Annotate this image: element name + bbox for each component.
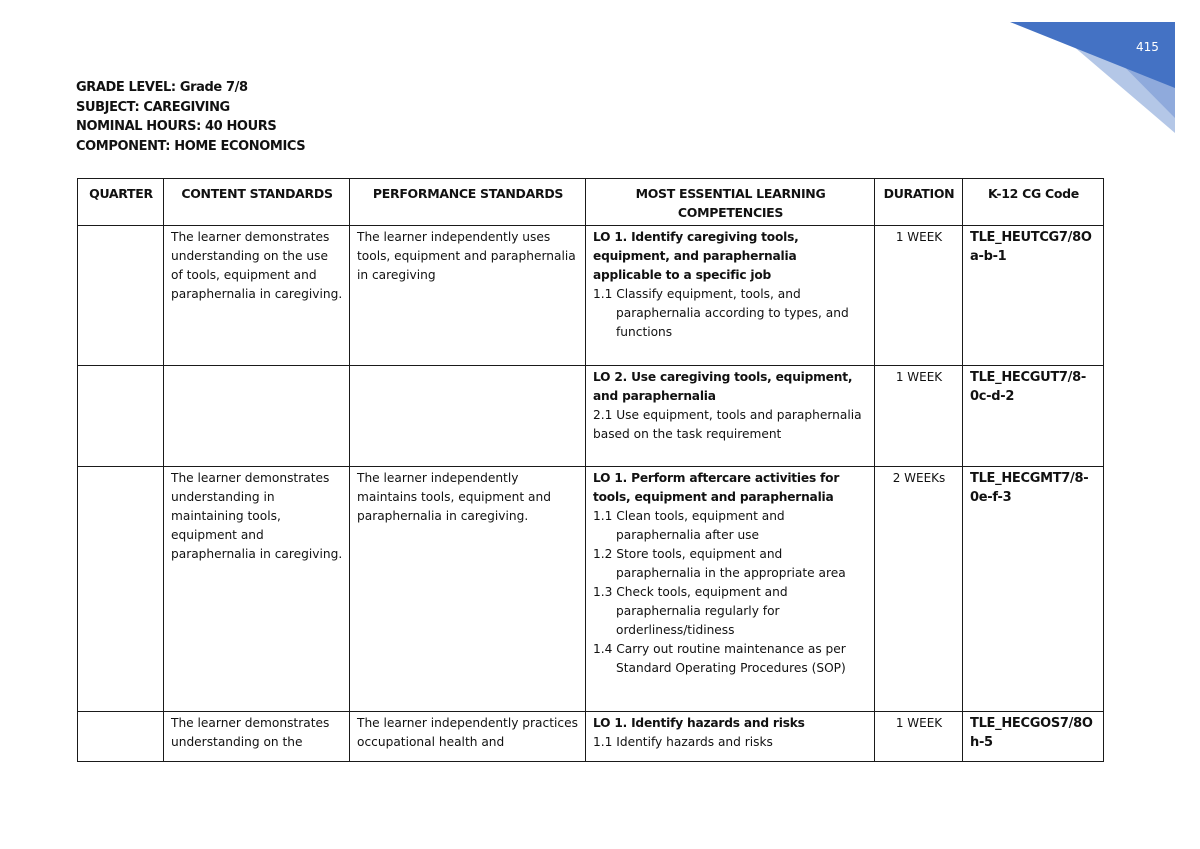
- learning-outcome-title: LO 1. Identify caregiving tools, equipment, and paraphernalia applicable to a specific job: [593, 230, 799, 282]
- course-header: [76, 78, 305, 156]
- competency-item: 1.1 Identify hazards and risks: [593, 735, 773, 749]
- col-header-performance-standards: PERFORMANCE STANDARDS: [350, 179, 586, 226]
- duration-cell: 1 WEEK: [875, 712, 963, 762]
- competency-item: 1.1 Clean tools, equipment and paraphernalia after use: [593, 509, 785, 542]
- content-standard-cell: The learner demonstrates understanding on the: [164, 712, 350, 762]
- table-row: [78, 467, 1104, 712]
- quarter-cell: [78, 712, 164, 762]
- table-row: [78, 366, 1104, 467]
- learning-outcome-title: LO 2. Use caregiving tools, equipment, and paraphernalia: [593, 370, 853, 403]
- competency-cell: [586, 226, 875, 366]
- quarter-cell: [78, 366, 164, 467]
- col-header-cg-code: K-12 CG Code: [963, 179, 1104, 226]
- component: COMPONENT: HOME ECONOMICS: [76, 138, 306, 154]
- competency-item: 1.4 Carry out routine maintenance as per Standard Operating Procedures (SOP): [593, 642, 846, 675]
- nominal-hours: NOMINAL HOURS: 40 HOURS: [76, 119, 277, 134]
- content-standard-cell: The learner demonstrates understanding on the use of tools, equipment and paraphernalia in caregiving.: [164, 226, 350, 366]
- grade-level: GRADE LEVEL: Grade 7/8: [76, 80, 248, 95]
- curriculum-table: [77, 178, 1104, 762]
- competency-item: 2.1 Use equipment, tools and paraphernalia based on the task requirement: [593, 408, 862, 441]
- competency-item: 1.3 Check tools, equipment and paraphernalia regularly for orderliness/tidiness: [593, 585, 788, 637]
- table-header-row: [78, 179, 1104, 226]
- learning-outcome-title: LO 1. Perform aftercare activities for tools, equipment and paraphernalia: [593, 471, 840, 504]
- performance-standard-cell: The learner independently practices occupational health and: [350, 712, 586, 762]
- performance-standard-cell: The learner independently uses tools, equipment and paraphernalia in caregiving: [350, 226, 586, 366]
- subject: SUBJECT: CAREGIVING: [76, 99, 230, 115]
- col-header-competencies: MOST ESSENTIAL LEARNING COMPETENCIES: [586, 179, 875, 226]
- competency-cell: [586, 467, 875, 712]
- cg-code-cell: TLE_HECGOS7/8Oh-5: [963, 712, 1104, 762]
- competency-cell: [586, 712, 875, 762]
- cg-code-cell: TLE_HECGUT7/8-0c-d-2: [963, 366, 1104, 467]
- learning-outcome-title: LO 1. Identify hazards and risks: [593, 716, 805, 730]
- competency-cell: [586, 366, 875, 467]
- col-header-quarter: QUARTER: [78, 179, 164, 226]
- table-row: [78, 712, 1104, 762]
- col-header-duration: DURATION: [875, 179, 963, 226]
- cg-code-cell: TLE_HEUTCG7/8Oa-b-1: [963, 226, 1104, 366]
- duration-cell: 1 WEEK: [875, 226, 963, 366]
- performance-standard-cell: The learner independently maintains tools, equipment and paraphernalia in caregiving.: [350, 467, 586, 712]
- duration-cell: 1 WEEK: [875, 366, 963, 467]
- competency-item: 1.1 Classify equipment, tools, and paraphernalia according to types, and functions: [593, 287, 849, 339]
- quarter-cell: [78, 226, 164, 366]
- page-number: 415: [1136, 40, 1159, 54]
- content-standard-cell: [164, 366, 350, 467]
- col-header-content-standards: CONTENT STANDARDS: [164, 179, 350, 226]
- duration-cell: 2 WEEKs: [875, 467, 963, 712]
- performance-standard-cell: [350, 366, 586, 467]
- cg-code-cell: TLE_HECGMT7/8-0e-f-3: [963, 467, 1104, 712]
- quarter-cell: [78, 467, 164, 712]
- competency-item: 1.2 Store tools, equipment and paraphernalia in the appropriate area: [593, 547, 846, 580]
- table-row: [78, 226, 1104, 366]
- content-standard-cell: The learner demonstrates understanding in maintaining tools, equipment and paraphernalia in caregiving.: [164, 467, 350, 712]
